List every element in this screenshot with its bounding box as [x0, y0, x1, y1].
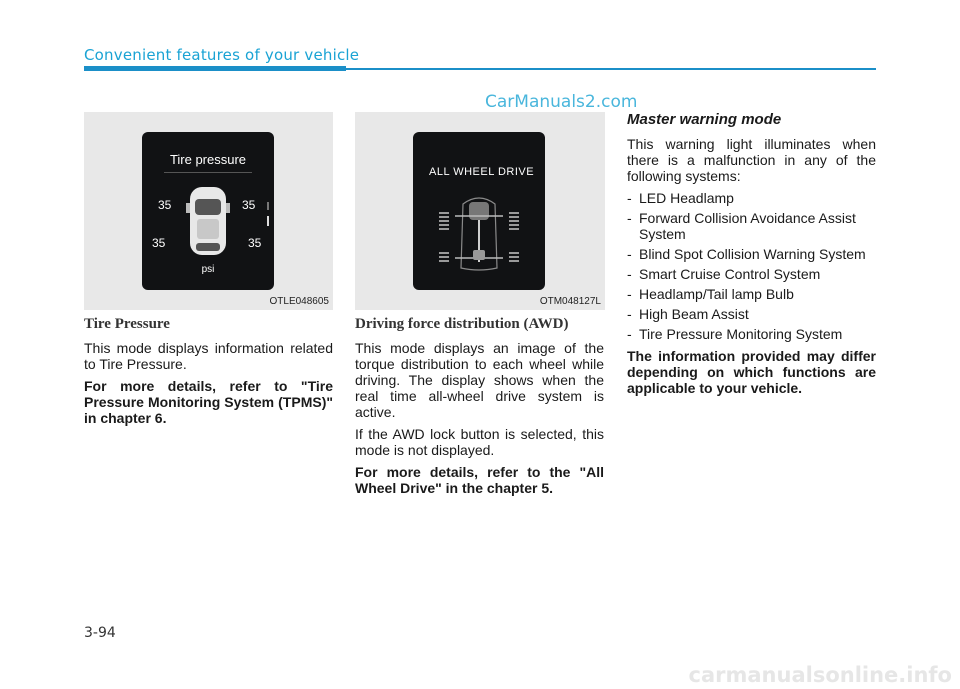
master-warning-section [627, 112, 876, 402]
awd-screen [413, 132, 545, 290]
note-paragraph: For more details, refer to the "All Wheel Drive" in the chapter 5. [355, 464, 604, 496]
header-rule-thick [84, 66, 346, 71]
scroll-indicator-active [267, 216, 269, 226]
list-item: - High Beam Assist [627, 306, 876, 322]
tire-screen-title: Tire pressure [169, 152, 247, 167]
tire-front-right-value: 35 [242, 198, 256, 212]
list-item: - Forward Collision Avoidance Assist System [627, 210, 876, 242]
tire-pressure-figure [84, 112, 333, 310]
car-top-view-icon [186, 185, 230, 257]
watermark-top: CarManuals2.com [485, 92, 638, 112]
awd-screen-title: ALL WHEEL DRIVE [429, 166, 535, 178]
list-item: - LED Headlamp [627, 190, 876, 206]
awd-section [355, 316, 604, 502]
page-number: 3-94 [84, 625, 116, 641]
note-paragraph: The information provided may differ depending on which functions are applicable to your vehicle. [627, 348, 876, 396]
note-paragraph: For more details, refer to "Tire Pressure Monitoring System (TPMS)" in chapter 6. [84, 378, 333, 426]
paragraph: If the AWD lock button is selected, this mode is not displayed. [355, 426, 604, 458]
tire-pressure-section [84, 316, 333, 432]
section-heading: Tire Pressure [84, 316, 170, 332]
scroll-indicator [267, 202, 269, 210]
tire-rear-right-value: 35 [248, 236, 262, 250]
figure-code: OTLE048605 [269, 296, 329, 307]
pressure-unit: psi [201, 264, 215, 275]
tire-front-left-value: 35 [158, 198, 172, 212]
awd-torque-diagram-icon [433, 190, 525, 274]
paragraph: This mode displays an image of the torque distribution to each wheel while driving. The display shows when the real time all-wheel drive system is active. [355, 340, 604, 420]
list-item: - Tire Pressure Monitoring System [627, 326, 876, 342]
list-item: - Headlamp/Tail lamp Bulb [627, 286, 876, 302]
figure-code: OTM048127L [539, 296, 601, 307]
screen-divider [164, 172, 252, 173]
tire-rear-left-value: 35 [152, 236, 166, 250]
section-heading: Driving force distribution (AWD) [355, 316, 569, 332]
warning-systems-list [627, 190, 876, 342]
watermark-bottom: carmanualsonline.info [688, 663, 952, 687]
tire-pressure-screen [142, 132, 274, 290]
paragraph: This mode displays information related to Tire Pressure. [84, 340, 333, 372]
list-item: - Blind Spot Collision Warning System [627, 246, 876, 262]
awd-figure [355, 112, 605, 310]
list-item: - Smart Cruise Control System [627, 266, 876, 282]
section-heading: Master warning mode [627, 111, 782, 128]
paragraph: This warning light illuminates when there is a malfunction in any of the following systems: [627, 136, 876, 184]
section-title: Convenient features of your vehicle [84, 46, 360, 64]
header-rule-thin [346, 68, 876, 70]
